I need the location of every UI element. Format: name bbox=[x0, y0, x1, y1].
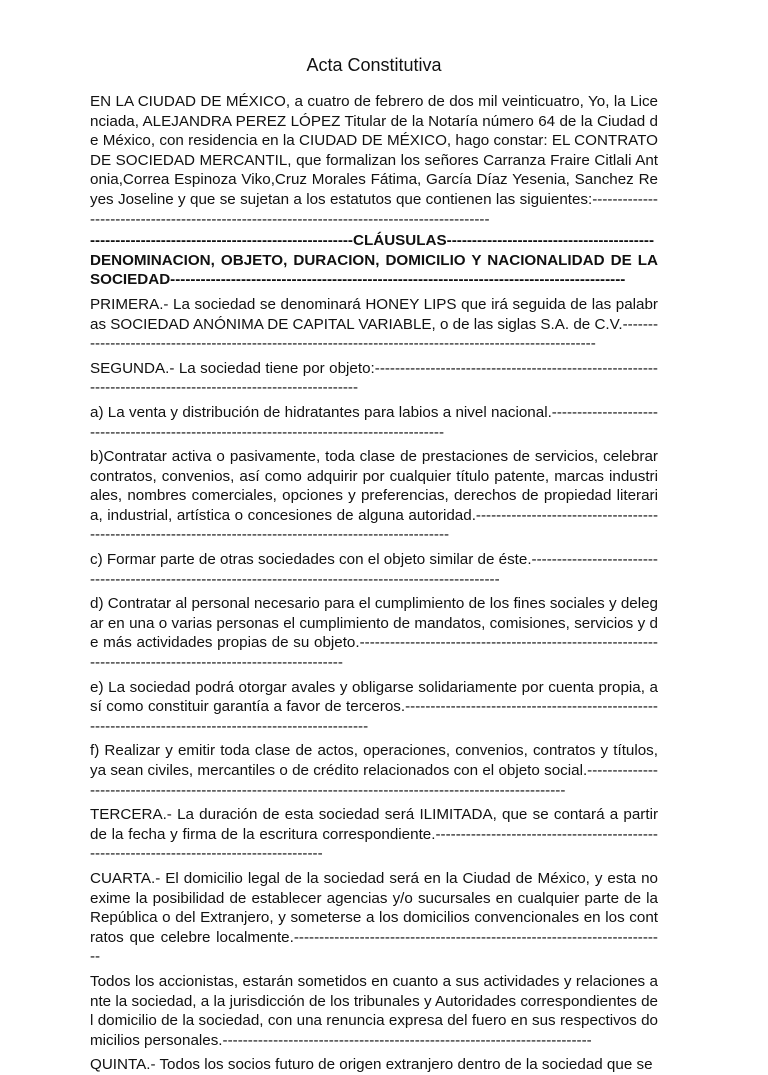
clausulas-heading: ----------------------------------------------------CLÁUSULAS----------------------------------------- bbox=[90, 232, 655, 250]
clause-segunda-item-c: c) Formar parte de otras sociedades con el objeto similar de éste.---------------------------------------------------------------------------------------------------------- bbox=[90, 551, 658, 588]
clause-tercera: TERCERA.- La duración de esta sociedad será ILIMITADA, que se contará a partir de la fecha y firma de la escritura correspondiente.------------------------------------------------------------------------------------------ bbox=[90, 806, 658, 863]
clause-cuarta: CUARTA.- El domicilio legal de la sociedad será en la Ciudad de México, y esta no exime la posibilidad de establecer agencias y/o sucursales en cualquier parte de la República o del Extranjero, y someterse a los domicilios convencionales en los contratos que celebre localmente.-------------------------------------------------------------------------- bbox=[90, 869, 658, 966]
clause-segunda-item-a: a) La venta y distribución de hidratantes para labios a nivel nacional.------------------------------------------------------------------------------------------- bbox=[90, 403, 658, 441]
clause-quinta: QUINTA.- Todos los socios futuro de origen extranjero dentro de la sociedad que se bbox=[90, 1056, 653, 1074]
clause-segunda-item-e: e) La sociedad podrá otorgar avales y obligarse solidariamente por cuenta propia, así como constituir garantía a favor de terceros.--------------------------------------------------------------------------------------------------------- bbox=[90, 678, 658, 735]
intro-paragraph: EN LA CIUDAD DE MÉXICO, a cuatro de febrero de dos mil veinticuatro, Yo, la Licenciada, ALEJANDRA PEREZ LÓPEZ Titular de la Notaría número 64 de la Ciudad de México, con residencia en la CIUDAD DE MÉXICO, hago constar: EL CONTRATO DE SOCIEDAD MERCANTIL, que formalizan los señores Carranza Fraire Citlali Antonia,Correa Espinoza Viko,Cruz Morales Fátima, García Díaz Yesenia, Sanchez Reyes Joseline y que se sujetan a los estatutos que contienen las siguientes:-------------------------------------------------------------------------------------------- bbox=[90, 93, 658, 228]
section-heading: DENOMINACION, OBJETO, DURACION, DOMICILIO Y NACIONALIDAD DE LA SOCIEDAD------------------------------------------------------------------------------------------ bbox=[90, 251, 658, 289]
clause-segunda-item-b: b)Contratar activa o pasivamente, toda clase de prestaciones de servicios, celebrar contratos, convenios, así como adquirir por cualquier título patente, marcas industriales, nombres comerciales, opciones y preferencias, derechos de propiedad literaria, industrial, artística o concesiones de alguna autoridad.----------------------------------------------------------------------------------------------------------- bbox=[90, 448, 658, 544]
clause-segunda: SEGUNDA.- La sociedad tiene por objeto:------------------------------------------------------------------------------------------------------------- bbox=[90, 359, 658, 397]
clause-segunda-item-f: f) Realizar y emitir toda clase de actos, operaciones, convenios, contratos y títulos, ya sean civiles, mercantiles o de crédito relacionados con el objeto social.------------------------------------------------------------------------------------------------------------ bbox=[90, 742, 658, 799]
clause-primera: PRIMERA.- La sociedad se denominará HONEY LIPS que irá seguida de las palabras SOCIEDAD ANÓNIMA DE CAPITAL VARIABLE, o de las siglas S.A. de C.V.----------------------------------------------------------------------------------------------------------- bbox=[90, 295, 658, 353]
clause-segunda-item-d: d) Contratar al personal necesario para el cumplimiento de los fines sociales y delegar en una o varias personas el cumplimiento de mandatos, comisiones, servicios y de más actividades propias de su objeto.------------------------------------------------------------------------------------------------------------- bbox=[90, 595, 658, 672]
document-title: Acta Constitutiva bbox=[306, 55, 442, 75]
clause-cuarta-continuation: Todos los accionistas, estarán sometidos en cuanto a sus actividades y relaciones ante la sociedad, a la jurisdicción de los tribunales y Autoridades correspondientes del domicilio de la sociedad, con una renuncia expresa del fuero en sus respectivos domicilios personales.------------------------------------------------------------------------- bbox=[90, 972, 658, 1049]
